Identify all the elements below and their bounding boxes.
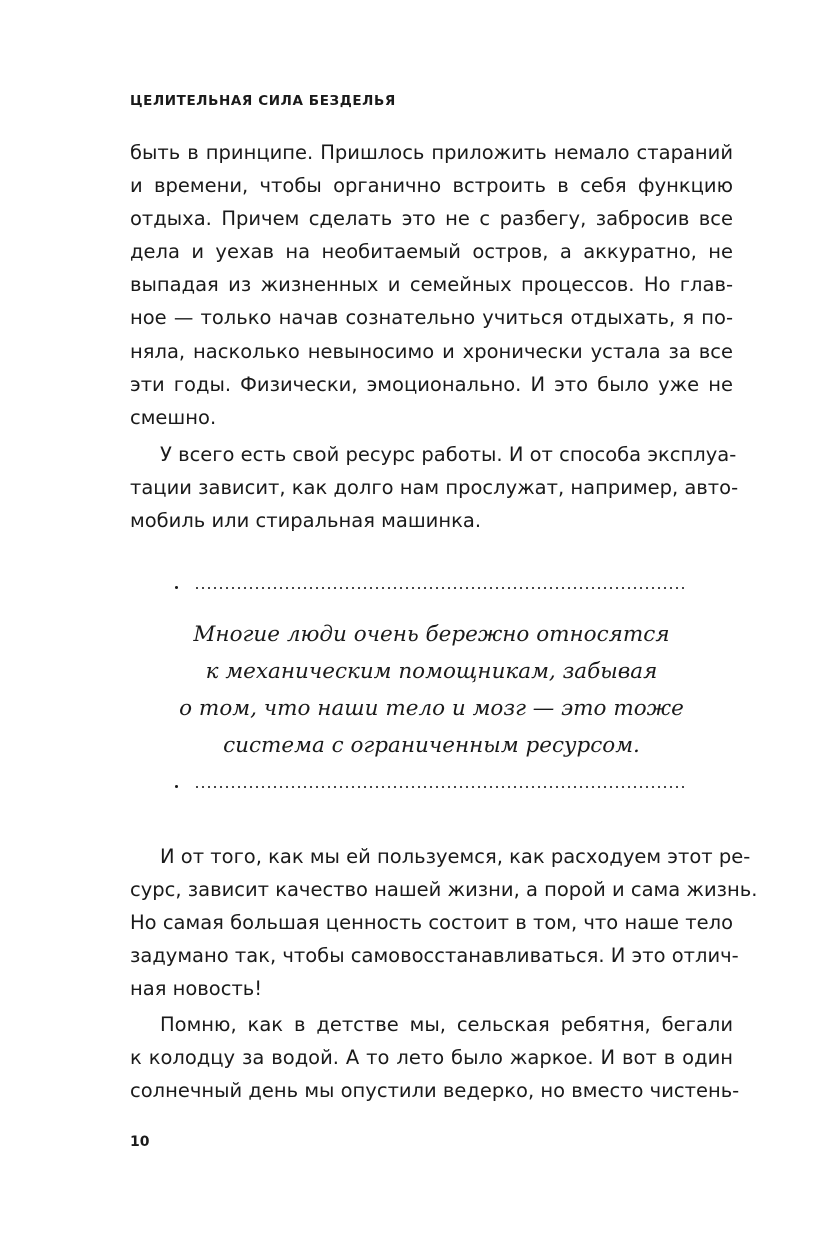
text-line: ная новость! (130, 977, 263, 1000)
text-line: сурс, зависит качество нашей жизни, а порой и сама жизнь. (130, 878, 758, 901)
quote-line: система с ограниченным ресурсом. (223, 733, 640, 758)
quote-line: к механическим помощникам, забывая (205, 659, 658, 684)
text-line: Но самая большая ценность состоит в том, что наше тело (130, 911, 733, 934)
dotted-divider-bottom (175, 782, 687, 792)
page-number: 10 (130, 1134, 150, 1150)
text-line: задумано так, чтобы самовосстанавливаться. И это отлич- (130, 944, 739, 967)
text-line: ное — только начав сознательно учиться отдыхать, я по- (130, 306, 733, 329)
running-head: ЦЕЛИТЕЛЬНАЯ СИЛА БЕЗДЕЛЬЯ (130, 93, 396, 109)
text-line: эти годы. Физически, эмоционально. И это было уже не (130, 373, 733, 396)
text-line: дела и уехав на необитаемый остров, а аккуратно, не (130, 240, 733, 263)
quote-line: Многие люди очень бережно относятся (193, 622, 670, 647)
text-line: мобиль или стиральная машинка. (130, 509, 482, 532)
text-line: к колодцу за водой. А то лето было жаркое. И вот в один (130, 1046, 733, 1069)
text-line: И от того, как мы ей пользуемся, как расходуем этот ре- (160, 845, 751, 868)
text-line: выпадая из жизненных и семейных процессов. Но глав- (130, 273, 733, 296)
text-line: и времени, чтобы органично встроить в себя функцию (130, 174, 733, 197)
text-line: Помню, как в детстве мы, сельская ребятня, бегали (160, 1013, 733, 1036)
text-line: тации зависит, как долго нам прослужат, например, авто- (130, 476, 739, 499)
text-line: быть в принципе. Пришлось приложить немало стараний (130, 141, 733, 164)
dotted-divider-top (175, 583, 687, 593)
text-line: отдыха. Причем сделать это не с разбегу, забросив все (130, 207, 733, 230)
text-line: смешно. (130, 406, 217, 429)
quote-line: о том, что наши тело и мозг — это тоже (179, 696, 684, 721)
text-line: солнечный день мы опустили ведерко, но вместо чистень- (130, 1079, 740, 1102)
text-line: У всего есть свой ресурс работы. И от способа эксплуа- (160, 443, 737, 466)
text-line: няла, насколько невыносимо и хронически устала за все (130, 340, 733, 363)
